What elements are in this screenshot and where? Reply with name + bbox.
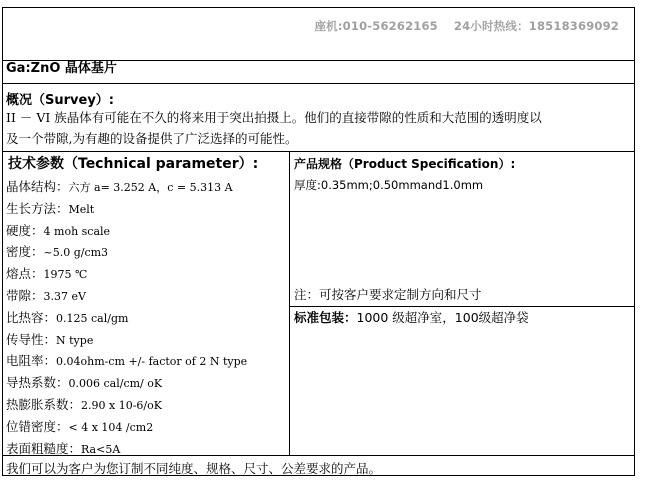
customization-note: 注：可按客户要求定制方向和尺寸 [294,287,482,302]
phone-number: 座机:010-56262165 [314,19,438,33]
parameter-value: 0.04ohm-cm +/- factor of 2 N type [56,355,248,369]
parameter-key: 传导性： [6,331,57,347]
parameter-value: 0.006 cal/cm/ oK [68,377,163,391]
parameter-key: 表面粗糙度： [6,440,82,456]
parameter-row [6,330,93,348]
survey-heading: 概况（Survey）: [6,93,114,108]
parameter-key: 熔点： [6,266,44,282]
parameter-row [6,395,162,413]
parameter-row [6,351,247,369]
parameter-value: 六方 a= 3.252 A，c = 5.313 A [68,181,233,194]
parameter-key: 硬度： [6,222,44,238]
parameter-value: 0.125 cal/gm [56,311,129,325]
parameter-key: 热膨胀系数： [6,397,82,412]
parameter-value: ~5.0 g/cm3 [43,246,109,260]
divider [3,83,634,84]
page-title: Ga:ZnO 晶体基片 [6,61,117,76]
parameter-value: < 4 x 104 /cm2 [68,420,154,434]
parameter-key: 位错密度： [6,418,69,434]
technical-heading: 技术参数（Technical parameter）: [8,156,259,172]
parameter-key: 密度： [6,244,44,260]
packaging-info [294,308,529,326]
parameter-row [6,417,153,435]
parameter-key: 电阻率： [6,353,57,369]
footer-note: 我们可以为客户为您订制不同纯度、规格、尺寸、公差要求的产品。 [6,461,382,476]
parameter-value: 1975 ℃ [43,268,88,282]
parameter-key: 带隙： [6,288,44,303]
parameter-value: Ra<5A [81,442,121,456]
parameter-row [6,373,162,391]
contact-info [314,18,619,34]
parameter-row [6,286,86,304]
parameter-row [6,221,110,239]
parameter-value: 4 moh scale [43,224,111,238]
parameter-value: N type [56,333,94,347]
parameter-key: 晶体结构： [6,179,69,194]
parameter-key: 比热容： [6,309,57,325]
parameter-value: Melt [68,202,95,216]
parameter-row [6,199,94,217]
packaging-value: 1000 级超净室，100级超净袋 [356,310,529,325]
hotline-number: 24小时热线：18518369092 [453,19,619,33]
parameter-key: 导热系数： [6,375,69,391]
survey-line: 及一个带隙,为有趣的设备提供了广泛选择的可能性。 [6,131,298,146]
packaging-label: 标准包装： [294,310,357,325]
thickness-spec: 厚度:0.35mm;0.50mmand1.0mm [294,178,484,192]
parameter-row [6,177,233,195]
divider [3,151,634,152]
parameter-row [6,264,87,282]
parameter-row [6,439,120,457]
product-spec-heading: 产品规格（Product Specification）: [294,157,516,171]
parameter-value: 3.37 eV [43,290,86,303]
divider [290,306,634,307]
survey-line: II － VI 族晶体有可能在不久的将来用于突出拍摄上。他们的直接带隙的性质和大范围的透明度以 [6,110,542,125]
parameter-key: 生长方法： [6,200,69,216]
column-divider [289,151,290,455]
parameter-value: 2.90 x 10-6/oK [81,399,162,412]
parameter-row [6,242,108,260]
parameter-row [6,308,128,326]
